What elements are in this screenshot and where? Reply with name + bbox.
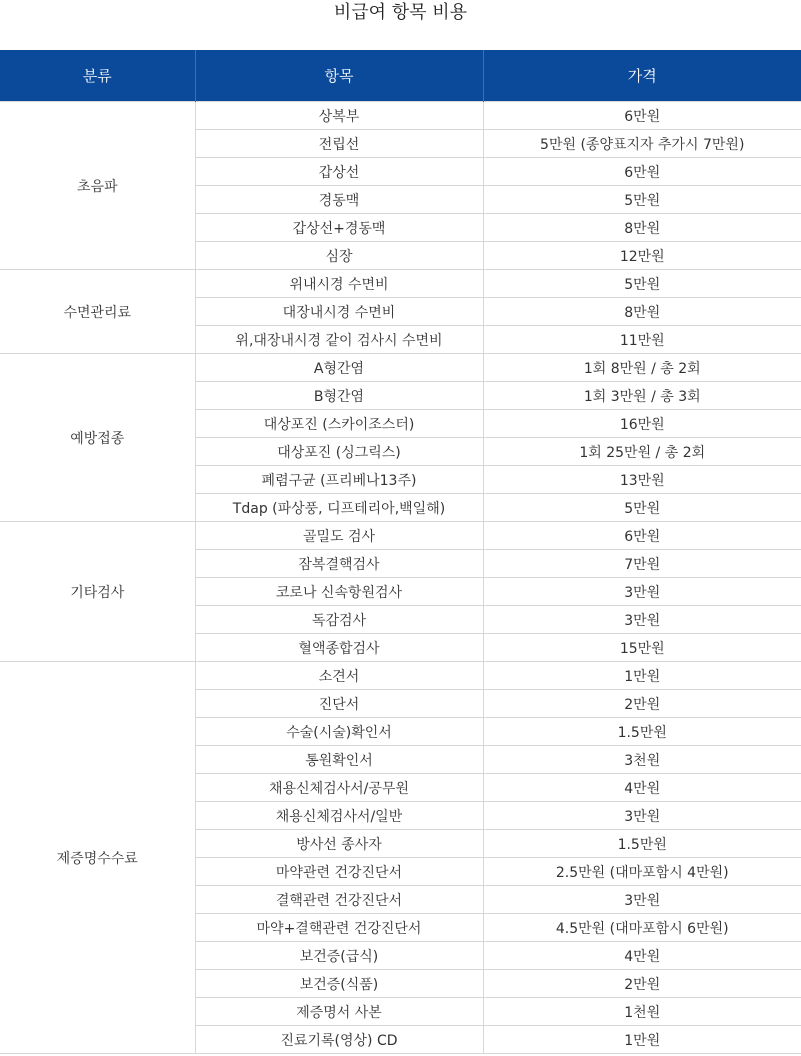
price-table	[0, 50, 801, 1054]
item-cell: 폐렴구균 (프리베나13주)	[195, 466, 483, 494]
page-title: 비급여 항목 비용	[333, 2, 468, 23]
price-cell: 12만원	[483, 242, 801, 270]
price-cell: 5만원 (종양표지자 추가시 7만원)	[483, 130, 801, 158]
item-cell: Tdap (파상풍, 디프테리아,백일해)	[195, 494, 483, 522]
item-cell: 대상포진 (싱그릭스)	[195, 438, 483, 466]
price-cell: 3만원	[483, 802, 801, 830]
item-cell: 혈액종합검사	[195, 634, 483, 662]
item-cell: 갑상선+경동맥	[195, 214, 483, 242]
table-header	[0, 50, 801, 102]
item-cell: 채용신체검사서/일반	[195, 802, 483, 830]
item-cell: 보건증(식품)	[195, 970, 483, 998]
price-cell: 2.5만원 (대마포함시 4만원)	[483, 858, 801, 886]
item-cell: 보건증(급식)	[195, 942, 483, 970]
header-category: 분류	[0, 50, 195, 102]
table-row	[0, 102, 801, 130]
price-cell: 4.5만원 (대마포함시 6만원)	[483, 914, 801, 942]
item-cell: 골밀도 검사	[195, 522, 483, 550]
header-row	[0, 50, 801, 102]
item-cell: 대상포진 (스카이조스터)	[195, 410, 483, 438]
price-cell: 3천원	[483, 746, 801, 774]
item-cell: 경동맥	[195, 186, 483, 214]
item-cell: B형간염	[195, 382, 483, 410]
item-cell: 전립선	[195, 130, 483, 158]
category-cell: 기타검사	[0, 522, 195, 662]
item-cell: 마약+결핵관련 건강진단서	[195, 914, 483, 942]
item-cell: 코로나 신속항원검사	[195, 578, 483, 606]
price-cell: 13만원	[483, 466, 801, 494]
price-cell: 1.5만원	[483, 830, 801, 858]
price-cell: 8만원	[483, 214, 801, 242]
price-cell: 16만원	[483, 410, 801, 438]
price-cell: 7만원	[483, 550, 801, 578]
item-cell: 잠복결핵검사	[195, 550, 483, 578]
price-cell: 3만원	[483, 606, 801, 634]
price-cell: 1만원	[483, 1026, 801, 1054]
item-cell: 결핵관련 건강진단서	[195, 886, 483, 914]
item-cell: 진료기록(영상) CD	[195, 1026, 483, 1054]
price-cell: 5만원	[483, 494, 801, 522]
price-cell: 5만원	[483, 186, 801, 214]
price-cell: 4만원	[483, 942, 801, 970]
item-cell: 심장	[195, 242, 483, 270]
price-cell: 11만원	[483, 326, 801, 354]
price-cell: 2만원	[483, 690, 801, 718]
price-cell: 1천원	[483, 998, 801, 1026]
price-cell: 1회 25만원 / 총 2회	[483, 438, 801, 466]
price-cell: 15만원	[483, 634, 801, 662]
item-cell: 위내시경 수면비	[195, 270, 483, 298]
header-item: 항목	[195, 50, 483, 102]
price-cell: 2만원	[483, 970, 801, 998]
item-cell: 채용신체검사서/공무원	[195, 774, 483, 802]
price-cell: 1회 3만원 / 총 3회	[483, 382, 801, 410]
price-cell: 5만원	[483, 270, 801, 298]
price-cell: 6만원	[483, 102, 801, 130]
item-cell: 갑상선	[195, 158, 483, 186]
price-cell: 1만원	[483, 662, 801, 690]
table-body	[0, 102, 801, 1054]
item-cell: 소견서	[195, 662, 483, 690]
category-cell: 수면관리료	[0, 270, 195, 354]
item-cell: 대장내시경 수면비	[195, 298, 483, 326]
item-cell: A형간염	[195, 354, 483, 382]
price-cell: 1.5만원	[483, 718, 801, 746]
item-cell: 위,대장내시경 같이 검사시 수면비	[195, 326, 483, 354]
table-row	[0, 354, 801, 382]
item-cell: 마약관련 건강진단서	[195, 858, 483, 886]
category-cell: 초음파	[0, 102, 195, 270]
price-cell: 3만원	[483, 886, 801, 914]
item-cell: 진단서	[195, 690, 483, 718]
header-price: 가격	[483, 50, 801, 102]
price-cell: 1회 8만원 / 총 2회	[483, 354, 801, 382]
item-cell: 통원확인서	[195, 746, 483, 774]
price-cell: 6만원	[483, 158, 801, 186]
item-cell: 수술(시술)확인서	[195, 718, 483, 746]
item-cell: 제증명서 사본	[195, 998, 483, 1026]
price-cell: 6만원	[483, 522, 801, 550]
category-cell: 예방접종	[0, 354, 195, 522]
category-cell: 제증명수수료	[0, 662, 195, 1054]
price-cell: 8만원	[483, 298, 801, 326]
price-cell: 4만원	[483, 774, 801, 802]
item-cell: 독감검사	[195, 606, 483, 634]
item-cell: 방사선 종사자	[195, 830, 483, 858]
price-cell: 3만원	[483, 578, 801, 606]
table-row	[0, 522, 801, 550]
item-cell: 상복부	[195, 102, 483, 130]
table-row	[0, 662, 801, 690]
table-row	[0, 270, 801, 298]
